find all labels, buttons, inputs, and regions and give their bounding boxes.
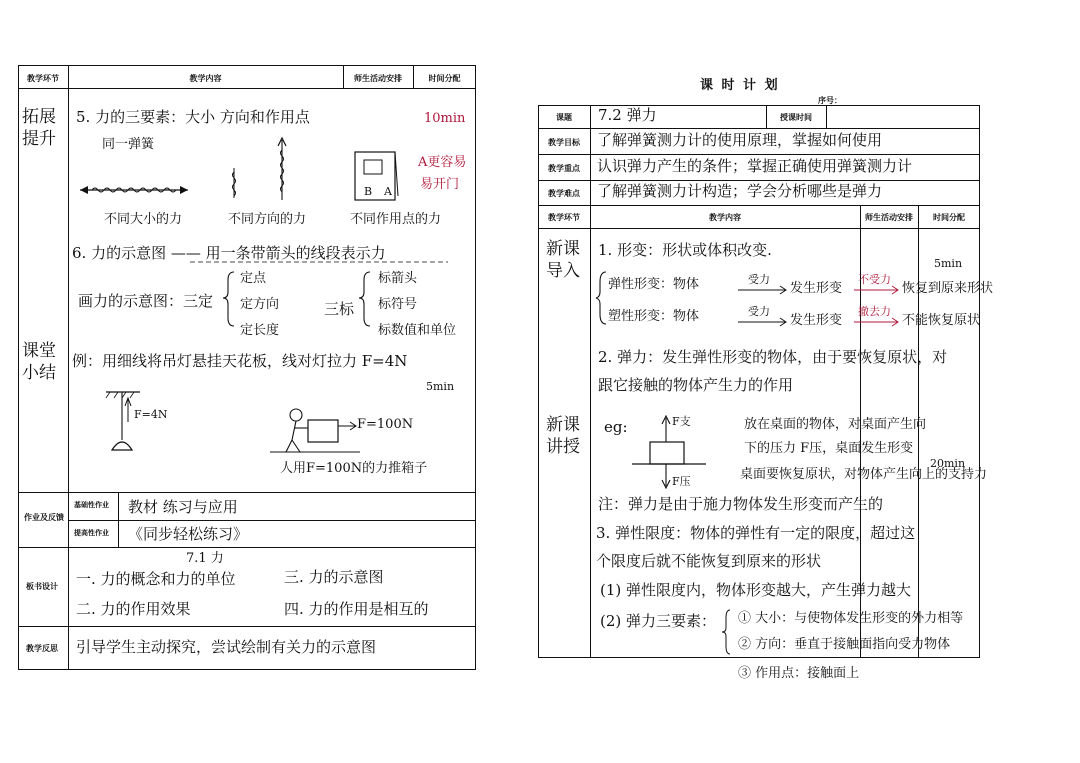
time-5min-left: 5min xyxy=(426,380,455,393)
goal-value: 了解弹簧测力计的使用原理，掌握如何使用 xyxy=(597,131,883,149)
ding-direction: 定方向 xyxy=(240,297,280,312)
door-label-a: A xyxy=(384,185,392,198)
reflection-label: 教学反思 xyxy=(26,644,58,653)
sub-point-2: (2) 弹力三要素： xyxy=(600,612,717,630)
stage-label-intro: 新课导入 xyxy=(546,239,580,281)
elastic-force: 受力 xyxy=(748,273,770,286)
board-item-3: 三. 力的示意图 xyxy=(284,568,384,586)
limit-line-b: 个限度后就不能恢复到原来的形状 xyxy=(596,552,822,570)
eg-label: eg: xyxy=(604,418,628,436)
limit-line-a: 3. 弹性限度：物体的弹性有一定的限度，超过这 xyxy=(596,524,916,542)
reflection-text: 引导学生主动探究，尝试绘制有关力的示意图 xyxy=(76,638,377,656)
serial-label: 序号： xyxy=(818,96,842,105)
ding-length: 定长度 xyxy=(240,323,280,338)
push-force-label: F=100N xyxy=(357,417,414,432)
board-item-4: 四. 力的作用是相互的 xyxy=(284,600,429,618)
time-5min-right: 5min xyxy=(934,257,963,270)
stage-label-teach: 新课讲授 xyxy=(546,415,580,457)
diff-label: 教学难点 xyxy=(548,189,580,198)
elastic-end: 恢复到原来形状 xyxy=(902,281,994,296)
person-push-caption: 人用F=100N的力推箱子 xyxy=(280,461,428,476)
time-20min: 20min xyxy=(930,457,966,470)
deformation-line: 1. 形变：形状或体积改变. xyxy=(598,241,772,259)
basic-homework: 教材 练习与应用 xyxy=(128,498,238,516)
goal-label: 教学目标 xyxy=(548,138,580,147)
elastic-mid: 发生形变 xyxy=(790,281,843,296)
elastic-force-line-a: 2. 弹力：发生弹性形变的物体，由于要恢复原状，对 xyxy=(598,348,948,366)
caption-different-direction: 不同方向的力 xyxy=(228,212,307,227)
biao-symbol: 标符号 xyxy=(378,297,418,312)
time-10min: 10min xyxy=(424,111,466,126)
door-note-red: A更容易 xyxy=(418,155,467,170)
ding-point: 定点 xyxy=(240,271,267,286)
key-value: 认识弹力产生的条件；掌握正确使用弹簧测力计 xyxy=(597,157,913,175)
caption-different-size: 不同大小的力 xyxy=(104,212,183,227)
sub-point-1: (1) 弹性限度内，物体形变越大，产生弹力越大 xyxy=(600,581,912,599)
board-label: 板书设计 xyxy=(26,582,58,591)
board-title: 7.1 力 xyxy=(186,551,224,566)
elastic-force-line-b: 跟它接触的物体产生力的作用 xyxy=(598,376,794,394)
board-item-2: 二. 力的作用效果 xyxy=(76,600,191,618)
note-line: 注：弹力是由于施力物体发生形变而产生的 xyxy=(598,495,884,513)
plastic-force: 受力 xyxy=(748,305,770,318)
elastic-red: 不受力 xyxy=(858,273,891,286)
door-label-b: B xyxy=(364,185,373,198)
biao-value-unit: 标数值和单位 xyxy=(378,323,457,338)
header-content: 教学内容 xyxy=(189,74,222,83)
elastic-label: 弹性形变：物体 xyxy=(608,277,700,292)
topic-label: 课题 xyxy=(556,113,572,122)
basic-homework-label: 基础性作业 xyxy=(74,501,109,509)
f-support-label: F支 xyxy=(672,415,691,428)
right-header-stage: 教学环节 xyxy=(548,213,580,222)
header-stage: 教学环节 xyxy=(27,74,59,83)
door-note-black: 易开门 xyxy=(420,177,460,192)
key-label: 教学重点 xyxy=(548,164,580,173)
plastic-end: 不能恢复原状 xyxy=(902,313,981,328)
extend-homework: 《同步轻松练习》 xyxy=(128,525,249,543)
date-label: 授课时间 xyxy=(780,113,812,122)
right-header-time: 时间分配 xyxy=(933,213,965,222)
stage-label-extend: 拓展提升 xyxy=(22,107,56,149)
element-size: ① 大小：与使物体发生形变的外力相等 xyxy=(738,611,964,626)
desc-line-2: 下的压力 F压，桌面发生形变 xyxy=(744,441,914,456)
plastic-mid: 发生形变 xyxy=(790,313,843,328)
lamp-force-label: F=4N xyxy=(134,408,168,421)
topic-value: 7.2 弹力 xyxy=(598,106,657,124)
element-point: ③ 作用点：接触面上 xyxy=(738,666,860,681)
draw-diagram-title: 画力的示意图：三定 xyxy=(78,292,214,310)
desc-line-1: 放在桌面的物体，对桌面产生向 xyxy=(744,417,927,432)
plastic-label: 塑性形变：物体 xyxy=(608,309,700,324)
example-lamp-line: 例：用细线将吊灯悬挂天花板，线对灯拉力 F=4N xyxy=(72,352,408,370)
force-elements-line: 5. 力的三要素：大小 方向和作用点 xyxy=(76,108,310,126)
caption-different-point: 不同作用点的力 xyxy=(350,212,442,227)
f-press-label: F压 xyxy=(672,475,691,488)
stage-label-summary: 课堂小结 xyxy=(22,341,56,383)
extend-homework-label: 提高性作业 xyxy=(74,529,109,537)
biao-arrow: 标箭头 xyxy=(378,271,418,286)
right-page-title: 课 时 计 划 xyxy=(700,78,780,93)
homework-label: 作业及反馈 xyxy=(24,513,64,522)
same-spring-label: 同一弹簧 xyxy=(102,137,155,152)
element-direction: ② 方向：垂直于接触面指向受力物体 xyxy=(738,637,951,652)
header-activity: 师生活动安排 xyxy=(354,74,402,83)
force-diagram-line: 6. 力的示意图 —— 用一条带箭头的线段表示力 xyxy=(72,244,386,262)
board-item-1: 一. 力的概念和力的单位 xyxy=(76,570,236,588)
desc-line-3: 桌面要恢复原状，对物体产生向上的支持力 xyxy=(740,467,988,482)
plastic-red: 撤去力 xyxy=(858,305,891,318)
three-mark-label: 三标 xyxy=(324,300,355,318)
right-header-activity: 师生活动安排 xyxy=(865,213,913,222)
header-time: 时间分配 xyxy=(428,74,461,83)
right-header-content: 教学内容 xyxy=(709,213,741,222)
diff-value: 了解弹簧测力计构造；学会分析哪些是弹力 xyxy=(597,182,883,200)
